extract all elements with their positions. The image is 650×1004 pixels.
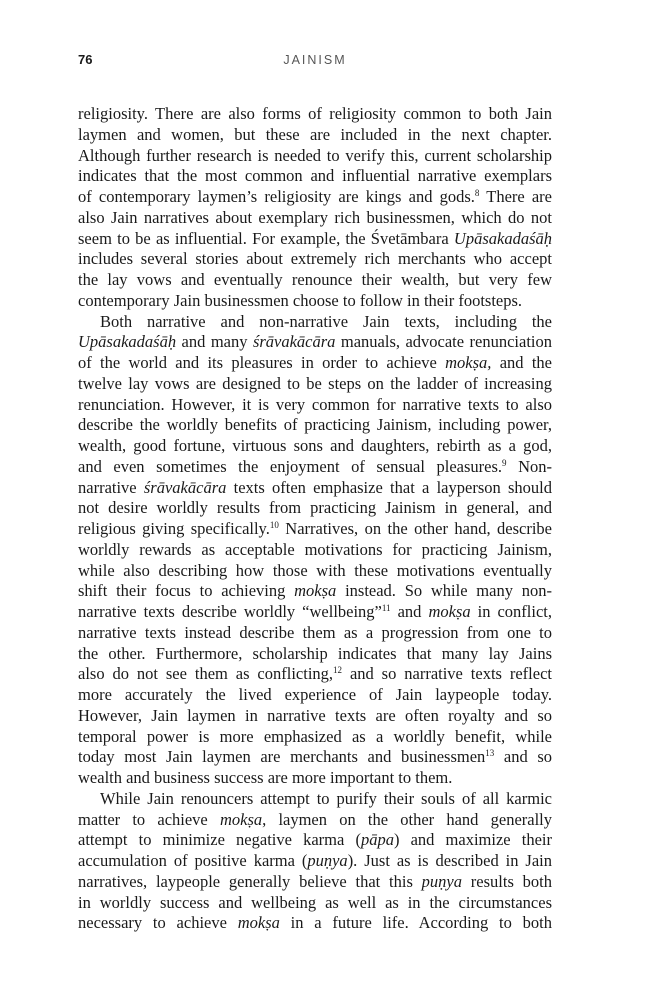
footnote-ref: 10 — [269, 520, 279, 530]
footnote-ref: 8 — [474, 188, 480, 198]
text-run: religiosity. There are also forms of religiosity common to both Jain — [78, 104, 552, 123]
text-run: of contemporary laymen’s religiosity are kings and gods. — [78, 187, 475, 206]
italic-term: śrāvakācāra — [252, 332, 336, 352]
text-run: the lay vows and eventually renounce their wealth, but very few — [78, 270, 552, 289]
text-line — [78, 249, 552, 270]
text-line — [78, 353, 552, 374]
text-line — [78, 913, 552, 934]
text-run: shift their focus to achieving — [78, 581, 295, 601]
text-run: temporal power is more emphasized as a worldly benefit, while — [78, 726, 552, 746]
text-run: seem to be as influential. For example, the Śvetāmbara — [78, 228, 454, 248]
body-text — [78, 104, 552, 934]
text-run: manuals, advocate renunciation — [335, 332, 552, 352]
italic-term: mokṣa — [428, 602, 471, 621]
italic-term: mokṣa — [294, 581, 337, 601]
text-run: twelve lay vows are designed to be steps on the ladder of increasing — [78, 373, 552, 393]
footnote-ref: 12 — [333, 665, 343, 676]
text-line — [78, 395, 552, 416]
text-run: accumulation of positive karma ( — [78, 851, 308, 870]
text-line — [78, 623, 552, 644]
italic-term: puṇya — [307, 851, 348, 870]
text-run: wealth, good fortune, virtuous sons and daughters, rebirth as a god, — [78, 436, 552, 455]
text-line — [78, 478, 552, 499]
italic-term: mokṣa, — [445, 353, 492, 372]
text-run: religious giving specifically. — [78, 519, 270, 538]
text-line — [78, 208, 552, 229]
text-line — [78, 519, 552, 540]
italic-term: śrāvakācāra — [143, 477, 227, 497]
text-line — [78, 415, 552, 436]
text-line — [78, 498, 552, 519]
text-line — [78, 457, 552, 478]
text-line — [78, 291, 552, 312]
text-line — [78, 332, 552, 353]
text-run: of the world and its pleasures in order to achieve — [78, 353, 446, 372]
text-run: attempt to minimize negative karma ( — [78, 830, 361, 850]
text-run: laymen and women, but these are included in the next chapter. — [78, 124, 552, 144]
text-line — [78, 540, 552, 561]
text-line — [78, 789, 552, 810]
text-run: and the — [491, 353, 552, 372]
italic-term: Upāsakadaśāḥ — [78, 332, 177, 352]
italic-term: mokṣa — [237, 913, 280, 933]
text-run: describe the worldly benefits of practicing Jainism, including power, — [78, 415, 552, 435]
text-run: renunciation. However, it is very common for narrative texts to also — [78, 394, 552, 414]
running-head: JAINISM — [283, 53, 347, 67]
text-run: Both narrative and non-narrative Jain texts, including the — [100, 311, 552, 331]
page-header — [78, 52, 552, 72]
text-run: more accurately the lived experience of Jain laypeople today. — [78, 685, 552, 704]
text-run: However, Jain laymen in narrative texts are often royalty and so — [78, 705, 552, 725]
text-run: narrative texts instead describe them as a progression from one to — [78, 622, 552, 642]
text-run: the other. Furthermore, scholarship indicates that many lay Jains — [78, 643, 552, 663]
text-run: narratives, laypeople generally believe that this — [78, 871, 422, 891]
text-line — [78, 312, 552, 333]
italic-term: Upāsakadaśāḥ — [453, 228, 552, 248]
text-line — [78, 229, 552, 250]
text-line — [78, 374, 552, 395]
text-run: While Jain renouncers attempt to purify their souls of all karmic — [100, 788, 552, 808]
text-run: and so — [494, 747, 552, 767]
text-run: results both — [462, 871, 552, 891]
text-run: worldly rewards as acceptable motivations for practicing Jainism, — [78, 539, 552, 559]
text-line — [78, 270, 552, 291]
text-line — [78, 644, 552, 665]
text-run: also do not see them as conflicting, — [78, 664, 334, 684]
text-line — [78, 664, 552, 685]
text-run: necessary to achieve — [78, 913, 238, 933]
footnote-ref: 9 — [502, 457, 507, 468]
text-line — [78, 561, 552, 582]
text-run: narrative texts describe worldly “wellbeing” — [78, 602, 382, 621]
text-line — [78, 706, 552, 727]
text-line — [78, 125, 552, 146]
text-run: and many — [176, 332, 253, 352]
text-line — [78, 602, 552, 623]
text-run: Although further research is needed to verify this, current scholarship — [78, 145, 552, 165]
text-line — [78, 810, 552, 831]
text-line — [78, 166, 552, 187]
text-run: Non- — [506, 456, 552, 476]
text-run: and — [390, 602, 429, 621]
text-run: , laymen on the other hand generally — [262, 809, 552, 829]
footnote-ref: 13 — [485, 748, 495, 759]
text-run: in conflict, — [470, 602, 553, 621]
footnote-ref: 11 — [381, 603, 391, 613]
text-line — [78, 851, 552, 872]
text-run: in a future life. According to both — [279, 913, 552, 933]
text-line — [78, 893, 552, 914]
text-run: and so narrative texts reflect — [342, 664, 552, 684]
text-line — [78, 581, 552, 602]
text-line — [78, 685, 552, 706]
text-run: includes several stories about extremely rich merchants who accept — [78, 249, 552, 269]
text-run: matter to achieve — [78, 809, 220, 829]
text-line — [78, 830, 552, 851]
text-run: today most Jain laymen are merchants and businessmen — [78, 747, 486, 767]
text-run: while also describing how those with these motivations eventually — [78, 560, 552, 580]
text-line — [78, 104, 552, 125]
text-line — [78, 436, 552, 457]
text-run: ). Just as is described in Jain — [347, 851, 553, 870]
italic-term: pāpa — [360, 830, 394, 850]
text-line — [78, 872, 552, 893]
text-run: instead. So while many non- — [336, 581, 552, 601]
italic-term: mokṣa — [219, 809, 263, 829]
text-run: contemporary Jain businessmen choose to follow in their footsteps. — [78, 290, 523, 310]
text-run: Narratives, on the other hand, describe — [278, 519, 552, 538]
text-run: ) and maximize their — [393, 830, 552, 850]
text-run: narrative — [78, 477, 144, 497]
text-run: also Jain narratives about exemplary rich businessmen, which do not — [78, 207, 552, 227]
text-run: There are — [479, 187, 552, 206]
text-run: and even sometimes the enjoyment of sensual pleasures. — [78, 456, 503, 476]
text-line — [78, 727, 552, 748]
text-run: texts often emphasize that a layperson should — [226, 477, 552, 497]
text-run: wealth and business success are more important to them. — [78, 768, 453, 787]
page-number: 76 — [78, 52, 93, 67]
text-line — [78, 146, 552, 167]
text-line — [78, 747, 552, 768]
text-line — [78, 768, 552, 789]
italic-term: puṇya — [421, 871, 462, 891]
text-run: not desire worldly results from practicing Jainism in general, and — [78, 498, 552, 518]
text-run: indicates that the most common and influential narrative exemplars — [78, 166, 552, 186]
text-line — [78, 187, 552, 208]
text-run: in worldly success and wellbeing as well as in the circumstances — [78, 892, 552, 912]
